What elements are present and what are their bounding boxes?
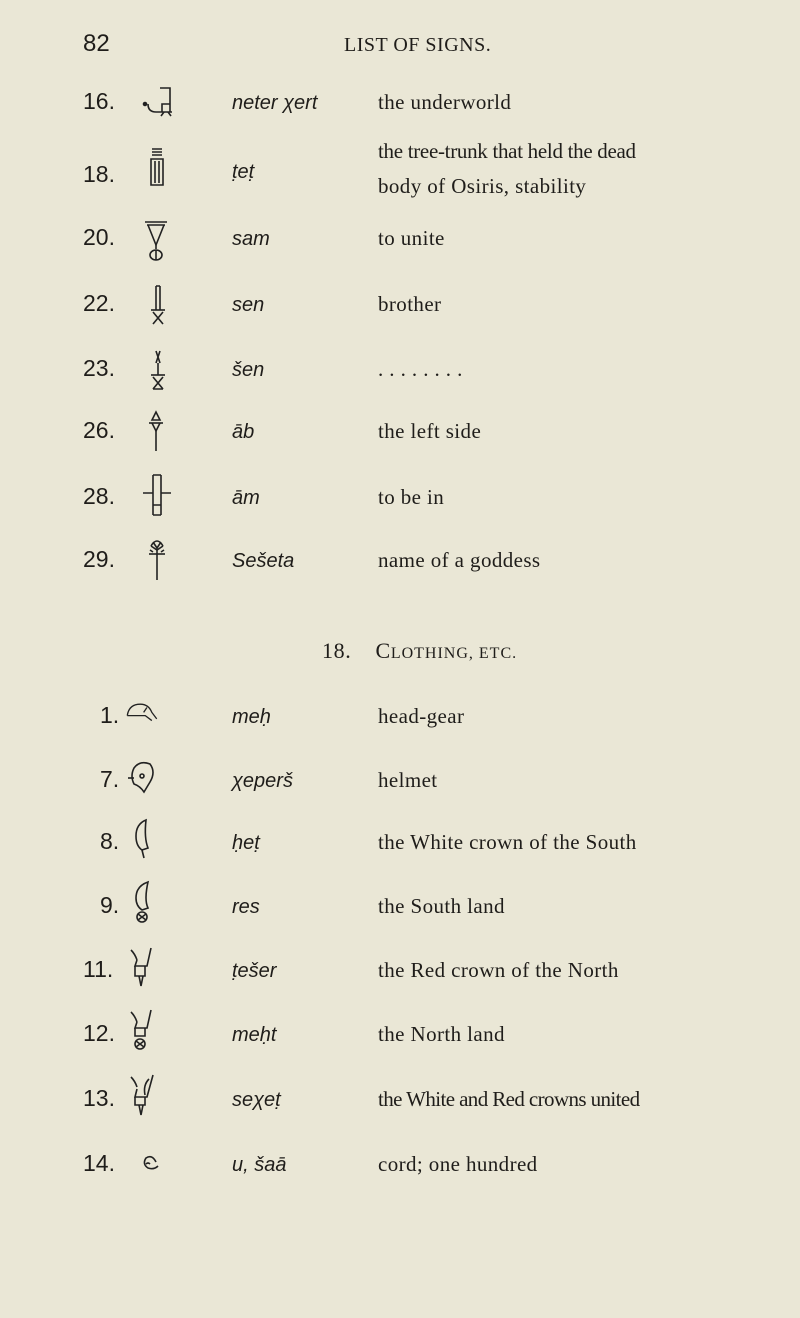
- am-sign-icon: [139, 473, 175, 517]
- white-crown-icon: [124, 816, 160, 860]
- meaning: . . . . . . . .: [378, 357, 463, 381]
- transliteration: u, šaā: [232, 1154, 287, 1176]
- double-crown-icon: [123, 1073, 159, 1117]
- entry-number: 20.: [83, 224, 115, 250]
- transliteration: meḥ: [232, 706, 271, 728]
- entry-number: 29.: [83, 546, 115, 572]
- meaning: helmet: [378, 768, 438, 792]
- meaning: to be in: [378, 485, 445, 509]
- meaning: to unite: [378, 226, 445, 250]
- meaning: the South land: [378, 894, 505, 918]
- page-number: 82: [83, 30, 110, 57]
- entry-number: 1.: [100, 702, 120, 728]
- entry-number: 28.: [83, 483, 115, 509]
- entry-number: 9.: [100, 892, 120, 918]
- meaning: the underworld: [378, 90, 512, 114]
- meaning: the Red crown of the North: [378, 958, 619, 982]
- sam-sign-icon: [138, 218, 174, 262]
- ab-sign-icon: [138, 409, 174, 453]
- head-gear-icon: [124, 692, 168, 736]
- transliteration: āb: [232, 421, 255, 443]
- entry-number: 14.: [83, 1150, 115, 1176]
- transliteration: sen: [232, 294, 265, 316]
- meaning: name of a goddess: [378, 548, 541, 572]
- transliteration: sam: [232, 228, 270, 250]
- transliteration: ḥeṭ: [232, 832, 260, 854]
- shen-sign-icon: [140, 347, 176, 391]
- meaning: the White and Red crowns united: [378, 1087, 640, 1111]
- entry-number: 8.: [100, 828, 120, 854]
- transliteration: šen: [232, 359, 265, 381]
- meaning: cord; one hundred: [378, 1152, 538, 1176]
- transliteration: ām: [232, 487, 260, 509]
- entry-number: 11.: [83, 956, 114, 982]
- entry-number: 7.: [100, 766, 120, 792]
- transliteration: χeperš: [232, 770, 293, 792]
- entry-number: 22.: [83, 290, 115, 316]
- transliteration: Sešeta: [232, 550, 295, 572]
- transliteration: res: [232, 896, 260, 918]
- entry-number: 13.: [83, 1085, 115, 1111]
- section-title-initial: C: [375, 638, 391, 663]
- entry-number: 26.: [83, 417, 115, 443]
- hieroglyph-16-icon: [140, 82, 176, 126]
- red-crown-land-icon: [123, 1008, 159, 1052]
- meaning: the White crown of the South: [378, 830, 637, 854]
- entry-number: 12.: [83, 1020, 115, 1046]
- meaning: head-gear: [378, 704, 465, 728]
- section-title: LOTHING, ETC.: [390, 645, 518, 662]
- sen-sign-icon: [140, 282, 176, 326]
- cord-coil-icon: [132, 1144, 156, 1188]
- helmet-icon: [124, 756, 160, 800]
- transliteration: meḥt: [232, 1024, 277, 1046]
- section-heading: [322, 638, 517, 664]
- djed-pillar-icon: [139, 145, 175, 189]
- entry-number: 23.: [83, 355, 115, 381]
- transliteration: ṭešer: [232, 960, 277, 982]
- transliteration: neter χert: [232, 92, 318, 114]
- meaning: the left side: [378, 419, 482, 443]
- entry-number: 16.: [83, 88, 115, 114]
- meaning: the tree-trunk that held the dead: [378, 139, 636, 163]
- transliteration: ṭeṭ: [232, 161, 255, 183]
- meaning: body of Osiris, stability: [378, 174, 587, 198]
- white-crown-land-icon: [124, 880, 160, 924]
- section-number: 18.: [322, 638, 352, 663]
- red-crown-icon: [123, 944, 159, 988]
- meaning: brother: [378, 292, 442, 316]
- entry-number: 18.: [83, 161, 115, 187]
- transliteration: seχeṭ: [232, 1089, 281, 1111]
- seshat-sign-icon: [139, 536, 175, 580]
- meaning: the North land: [378, 1022, 505, 1046]
- running-title: LIST OF SIGNS.: [344, 34, 492, 56]
